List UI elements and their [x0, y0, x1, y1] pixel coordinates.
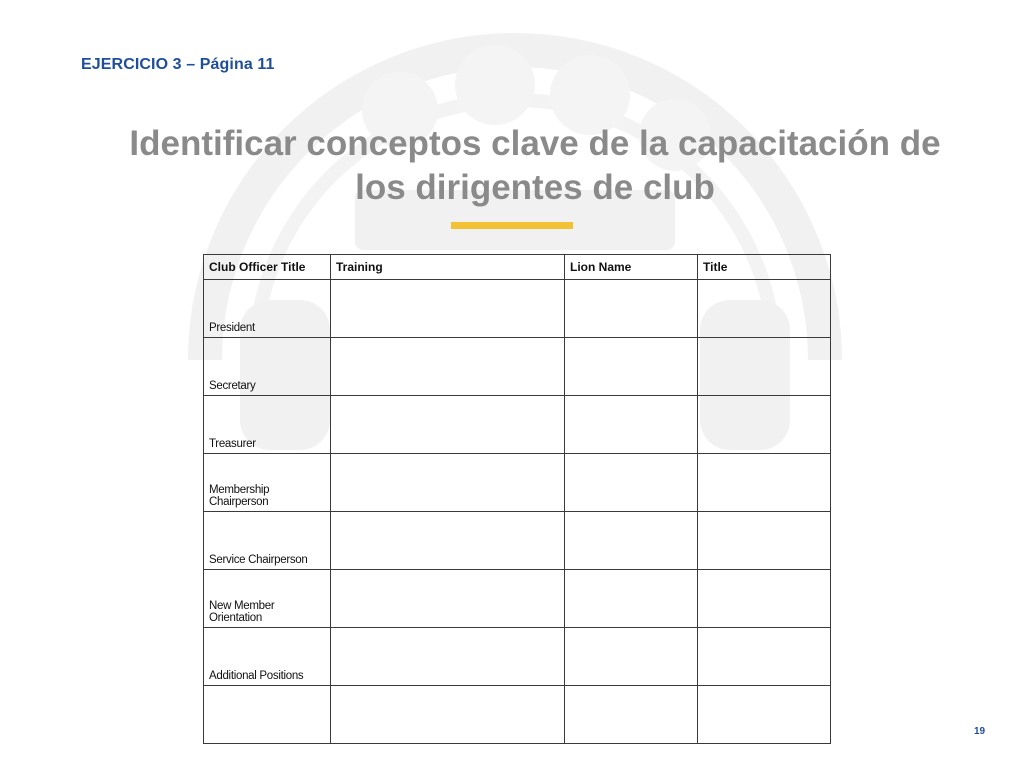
column-header-title: Title: [698, 255, 831, 280]
officer-title-cell: Treasurer: [204, 396, 331, 454]
training-cell[interactable]: [331, 686, 565, 744]
column-header-training: Training: [331, 255, 565, 280]
officer-title-cell: New Member Orientation: [204, 570, 331, 628]
training-cell[interactable]: [331, 396, 565, 454]
officer-title-cell: Additional Positions: [204, 628, 331, 686]
officer-title-cell: Service Chairperson: [204, 512, 331, 570]
table-header-row: [204, 255, 831, 280]
title-cell[interactable]: [698, 454, 831, 512]
table-row: [204, 454, 831, 512]
lion-name-cell[interactable]: [565, 570, 698, 628]
officer-title-cell: President: [204, 280, 331, 338]
page-number: 19: [974, 726, 986, 737]
officer-title-cell: Membership Chairperson: [204, 454, 331, 512]
training-cell[interactable]: [331, 280, 565, 338]
slide-title-line-1: Identificar conceptos clave de la capacitación de: [129, 124, 941, 163]
training-cell[interactable]: [331, 628, 565, 686]
exercise-label: EJERCICIO 3 – Página 11: [81, 56, 275, 73]
lion-name-cell[interactable]: [565, 280, 698, 338]
lion-name-cell[interactable]: [565, 338, 698, 396]
title-cell[interactable]: [698, 628, 831, 686]
table-row: [204, 628, 831, 686]
title-cell[interactable]: [698, 338, 831, 396]
club-officer-table: [203, 254, 831, 744]
title-cell[interactable]: [698, 396, 831, 454]
lion-name-cell[interactable]: [565, 454, 698, 512]
officer-title-cell[interactable]: [204, 686, 331, 744]
lion-name-cell[interactable]: [565, 396, 698, 454]
officer-title-cell: Secretary: [204, 338, 331, 396]
table-row: [204, 512, 831, 570]
title-cell[interactable]: [698, 280, 831, 338]
title-cell[interactable]: [698, 512, 831, 570]
table-row: [204, 570, 831, 628]
training-cell[interactable]: [331, 570, 565, 628]
training-cell[interactable]: [331, 454, 565, 512]
slide-title: [60, 122, 1010, 210]
column-header-lion-name: Lion Name: [565, 255, 698, 280]
training-cell[interactable]: [331, 338, 565, 396]
column-header-club-officer-title: Club Officer Title: [204, 255, 331, 280]
title-cell[interactable]: [698, 570, 831, 628]
table-row: [204, 686, 831, 744]
training-cell[interactable]: [331, 512, 565, 570]
lion-name-cell[interactable]: [565, 512, 698, 570]
lion-name-cell[interactable]: [565, 628, 698, 686]
title-underline-accent: [451, 222, 573, 229]
title-cell[interactable]: [698, 686, 831, 744]
slide-title-line-2: los dirigentes de club: [355, 168, 715, 207]
lion-name-cell[interactable]: [565, 686, 698, 744]
table-row: [204, 280, 831, 338]
table-row: [204, 396, 831, 454]
table-row: [204, 338, 831, 396]
